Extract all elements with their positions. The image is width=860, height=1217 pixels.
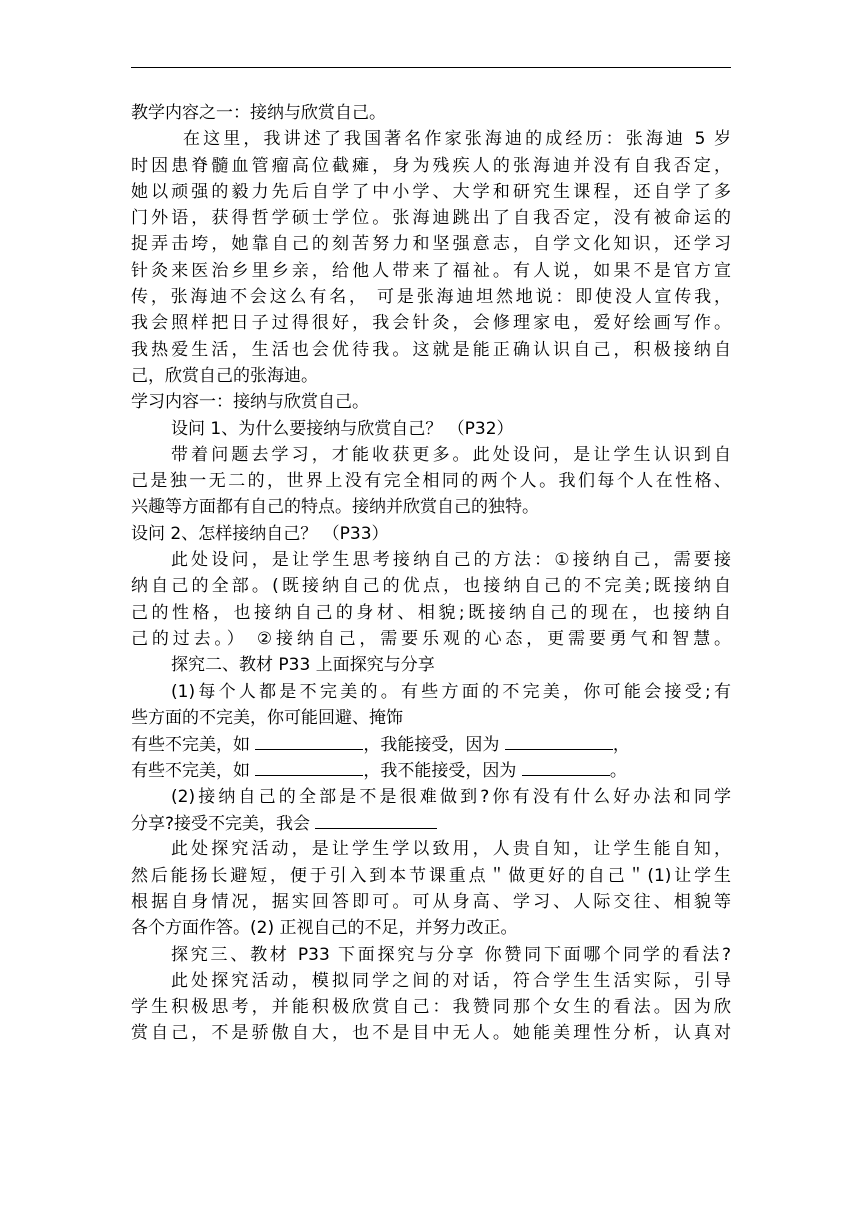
text-fragment: 分享?接受不完美，我会 [131, 814, 316, 835]
text-line: 她以顽强的毅力先后自学了中小学、大学和研究生课程，还自学了多 [131, 181, 731, 202]
text-line: 探究二、教材 P33 上面探究与分享 [171, 655, 435, 676]
text-line: 己，欣赏自己的张海迪。 [131, 365, 318, 386]
text-fragment: ，我不能接受，因为 [363, 761, 522, 782]
text-line: 己的性格，也接纳自己的身材、相貌;既接纳自己的现在，也接纳自 [131, 602, 731, 623]
text-line: 根据自身情况，据实回答即可。可从身高、学习、人际交往、相貌等 [131, 891, 731, 912]
text-line: 己的过去。） ②接纳自己，需要乐观的心态，更需要勇气和智慧。 [131, 628, 731, 649]
text-line [131, 757, 731, 783]
text-line: 赏自己，不是骄傲自大，也不是目中无人。她能美理性分析，认真对 [131, 1023, 731, 1044]
fill-in-blank[interactable] [315, 810, 437, 829]
fill-in-blank[interactable] [505, 731, 613, 750]
fill-in-blank[interactable] [255, 757, 363, 776]
text-line: 学习内容一：接纳与欣赏自己。 [131, 392, 369, 413]
text-line: 各个方面作答。(2) 正视自己的不足，并努力改正。 [131, 918, 518, 939]
text-line: 兴趣等方面都有自己的特点。接纳并欣赏自己的独特。 [131, 497, 539, 518]
text-line: 带着问题去学习，才能收获更多。此处设问，是让学生认识到自 [171, 444, 731, 465]
text-line: 然后能扬长避短，便于引入到本节课重点＂做更好的自己＂(1)让学生 [131, 865, 731, 886]
text-line: 我热爱生活，生活也会优待我。这就是能正确认识自己，积极接纳自 [131, 339, 731, 360]
fill-in-blank[interactable] [522, 757, 610, 776]
text-line: 些方面的不完美，你可能回避、掩饰 [131, 707, 403, 728]
text-line: (2)接纳自己的全部是不是很难做到?你有没有什么好办法和同学 [171, 786, 731, 807]
text-line: 捉弄击垮，她靠自己的刻苦努力和坚强意志，自学文化知识，还学习 [131, 234, 731, 255]
text-line: 针灸来医治乡里乡亲，给他人带来了福祉。有人说，如果不是官方宣 [131, 260, 731, 281]
text-line: 传，张海迪不会这么有名， 可是张海迪坦然地说：即使没人宣传我， [131, 287, 731, 308]
text-line: 教学内容之一：接纳与欣赏自己。 [131, 103, 386, 123]
text-fragment: 。 [609, 761, 627, 782]
text-line: 探究三、教材 P33 下面探究与分享 你赞同下面哪个同学的看法? [171, 944, 731, 965]
text-fragment: 有些不完美，如 [131, 735, 256, 756]
text-fragment: ，我能接受，因为 [363, 735, 505, 756]
text-line: 我会照样把日子过得很好，我会针灸，会修理家电，爱好绘画写作。 [131, 313, 731, 334]
fill-in-blank[interactable] [255, 731, 363, 750]
text-line: 此处设问，是让学生思考接纳自己的方法：①接纳自己，需要接 [171, 550, 731, 571]
text-line: (1)每个人都是不完美的。有些方面的不完美，你可能会接受;有 [171, 681, 731, 702]
text-fragment: ， [612, 735, 630, 756]
text-line: 设问 1、为什么要接纳与欣赏自己？ （P32） [171, 418, 514, 439]
text-fragment: 有些不完美，如 [131, 761, 256, 782]
text-line: 己是独一无二的，世界上没有完全相同的两个人。我们每个人在性格、 [131, 471, 731, 492]
text-line: 纳自己的全部。(既接纳自己的优点，也接纳自己的不完美;既接纳自 [131, 576, 731, 597]
text-line [131, 731, 731, 757]
text-line: 此处探究活动，是让学生学以致用，人贵自知，让学生能自知， [171, 839, 731, 860]
text-line [131, 810, 731, 836]
text-line: 门外语，获得哲学硕士学位。张海迪跳出了自我否定，没有被命运的 [131, 208, 731, 229]
document-body [131, 100, 731, 1047]
text-line: 此处探究活动，模拟同学之间的对话，符合学生生活实际，引导 [171, 970, 731, 991]
text-line: 时因患脊髓血管瘤高位截瘫，身为残疾人的张海迪并没有自我否定， [131, 155, 731, 176]
text-line: 学生积极思考，并能积极欣赏自己：我赞同那个女生的看法。因为欣 [131, 997, 731, 1018]
text-line: 在这里，我讲述了我国著名作家张海迪的成经历：张海迪 5 岁 [183, 129, 731, 150]
header-rule [131, 67, 731, 68]
text-line: 设问 2、怎样接纳自己？ （P33） [131, 523, 389, 544]
